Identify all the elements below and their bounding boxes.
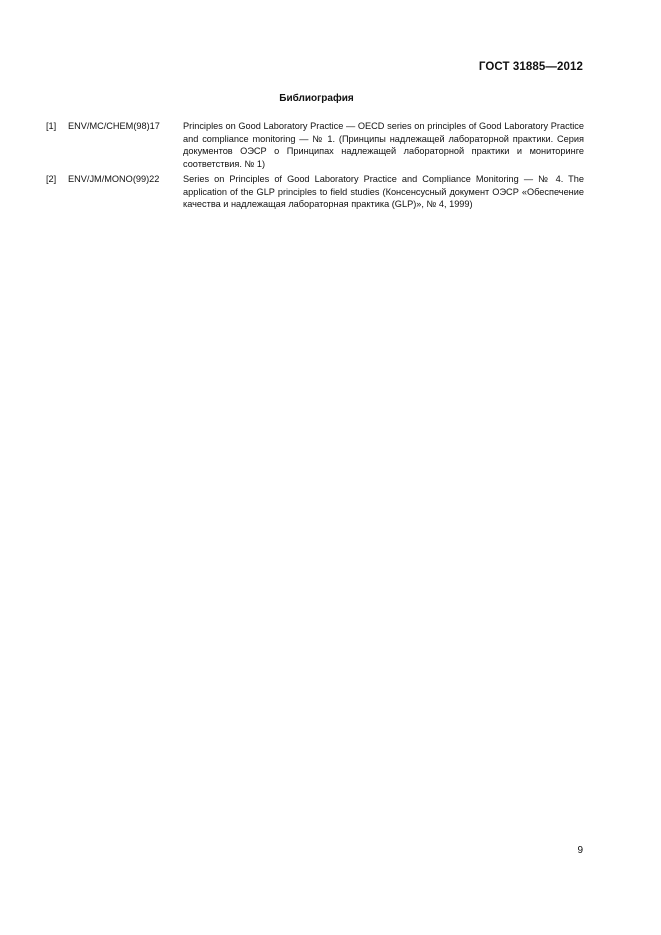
document-code: ГОСТ 31885—2012 [478,61,583,73]
entry-number: [2] [46,173,57,184]
page-number: 9 [577,845,583,856]
entry-text: Series on Principles of Good Laboratory Practice and Compliance Monitoring — № 4. The application of the GLP principles to field studies (Консенсусный документ ОЭСР «Обеспечение качества и надлежащая лабораторная практика (GLP)», № 4, 1999) [183,173,584,210]
entry-code: ENV/MC/CHEM(98)17 [68,121,160,131]
bibliography-list [46,120,584,213]
entry-number: [1] [46,121,57,131]
bibliography-title: Библиография [279,93,354,104]
entry-code: ENV/JM/MONO(99)22 [68,173,160,184]
entry-text: Principles on Good Laboratory Practice — OECD series on principles of Good Laboratory Practice and compliance monitoring — № 1. (Принципы надлежащей лабораторной практики. Серия документов ОЭСР о Принципах надлежащей лабораторной практики и мониторинге соответствия. № 1) [183,121,584,170]
bibliography-entry [46,173,584,211]
bibliography-entry [46,120,584,171]
